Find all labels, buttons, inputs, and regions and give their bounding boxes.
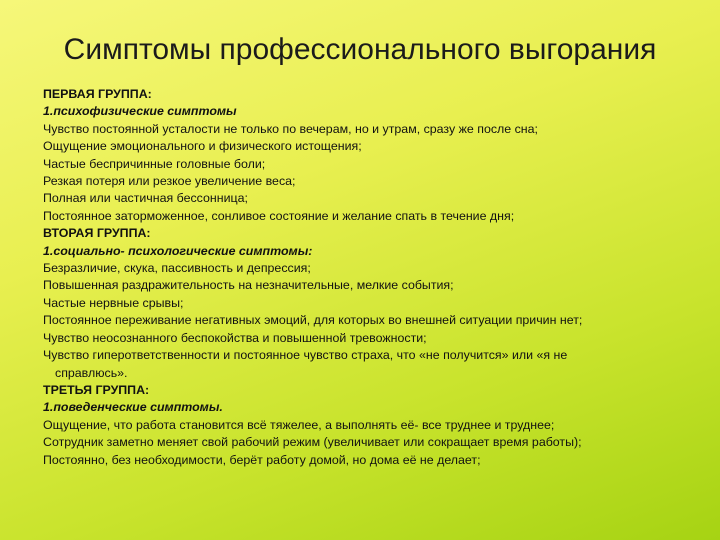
group-heading: ВТОРАЯ ГРУППА: <box>43 226 151 241</box>
symptom-item: Резкая потеря или резкое увеличение веса; <box>43 174 296 189</box>
symptom-item: Ощущение эмоционального и физического истощения; <box>43 139 362 154</box>
group-subheading: 1.поведенческие симптомы. <box>43 400 223 415</box>
group-heading: ТРЕТЬЯ ГРУППА: <box>43 382 150 397</box>
symptom-item-wrapped-line1: Чувство гиперответственности и постоянное чувство страха, что «не получится» или «я не <box>43 348 568 363</box>
symptom-item: Чувство постоянной усталости не только по вечерам, но и утрам, сразу же после сна; <box>43 121 538 136</box>
symptom-item: Сотрудник заметно меняет свой рабочий режим (увеличивает или сокращает время работы); <box>43 435 582 450</box>
symptom-item: Ощущение, что работа становится всё тяжелее, а выполнять её- все труднее и труднее; <box>43 417 555 432</box>
slide-body <box>43 86 683 469</box>
group-heading: ПЕРВАЯ ГРУППА: <box>43 87 152 101</box>
group-subheading: 1.социально- психологические симптомы: <box>43 243 313 258</box>
symptom-item: Чувство неосознанного беспокойства и повышенной тревожности; <box>43 330 427 345</box>
symptom-item: Постоянно, без необходимости, берёт работу домой, но дома её не делает; <box>43 452 481 467</box>
symptom-item-wrapped-line2: справлюсь». <box>55 365 128 380</box>
slide-title: Симптомы профессионального выгорания <box>63 33 657 66</box>
symptom-item: Полная или частичная бессонница; <box>43 191 248 206</box>
symptom-item: Постоянное заторможенное, сонливое состояние и желание спать в течение дня; <box>43 208 515 223</box>
symptom-item: Безразличие, скука, пассивность и депрессия; <box>43 261 311 276</box>
symptom-item: Частые беспричинные головные боли; <box>43 156 266 171</box>
symptom-item: Частые нервные срывы; <box>43 295 184 310</box>
group-subheading: 1.психофизические симптомы <box>43 104 237 119</box>
symptom-item: Постоянное переживание негативных эмоций, для которых во внешней ситуации причин нет; <box>43 313 583 328</box>
symptom-item: Повышенная раздражительность на незначительные, мелкие события; <box>43 278 454 293</box>
